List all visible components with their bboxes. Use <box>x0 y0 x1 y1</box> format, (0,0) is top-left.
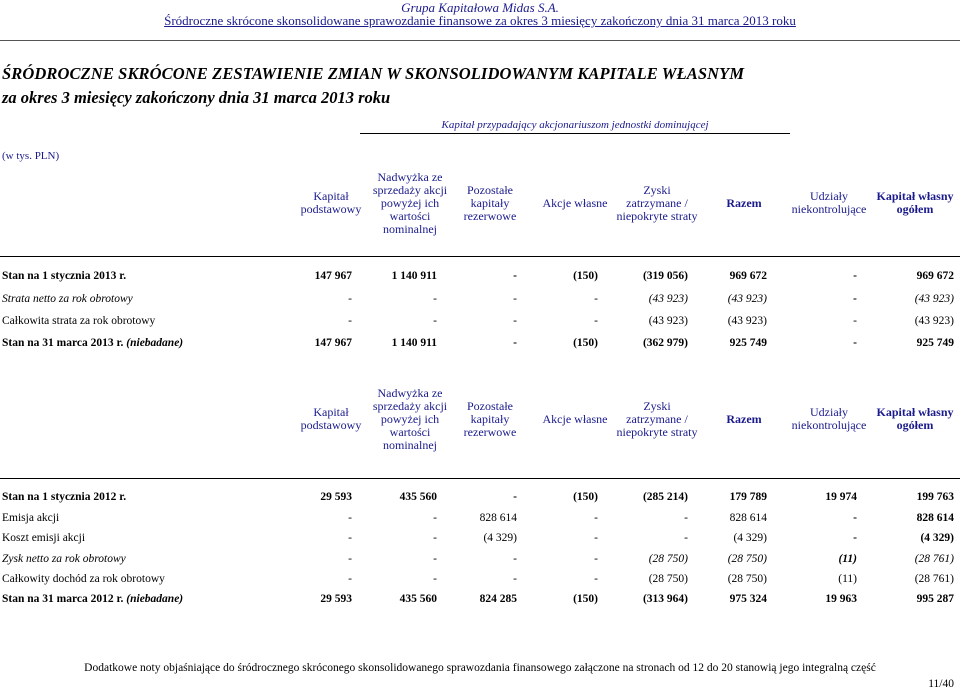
table-row <box>0 532 960 548</box>
report-subtitle: Śródroczne skrócone skonsolidowane sprawozdanie finansowe za okres 3 miesięcy zakończony dnia 31 marca 2013 roku <box>164 13 796 28</box>
column-header-2012-4: Akcje własne <box>542 411 608 426</box>
cell-2013-c6: (43 923) <box>727 315 767 327</box>
cell-2012-c4: (150) <box>573 593 598 605</box>
statement-title: ŚRÓDROCZNE SKRÓCONE ZESTAWIENIE ZMIAN W SKONSOLIDOWANYM KAPITALE WŁASNYM <box>2 64 745 83</box>
column-header-2013-4: Akcje własne <box>542 195 608 210</box>
cell-2012-c3: - <box>513 553 517 565</box>
cell-2012-c3: - <box>513 491 517 503</box>
cell-2012-c3: (4 329) <box>483 532 517 544</box>
table-row <box>0 593 960 609</box>
footer-note: Dodatkowe noty objaśniające do śródrocznego skróconego skonsolidowanego sprawozdania finansowego załączone na stronach od 12 do 20 stanowią jego integralną część <box>84 662 876 674</box>
page-number: 11/40 <box>928 678 954 690</box>
cell-2013-c3: - <box>513 315 517 327</box>
cell-2013-c1: 147 967 <box>314 337 352 349</box>
table-row <box>0 512 960 528</box>
row-label: Całkowity dochód za rok obrotowy <box>2 573 165 585</box>
cell-2013-c3: - <box>513 293 517 305</box>
cell-2013-c6: (43 923) <box>727 293 767 305</box>
cell-2013-c6: 969 672 <box>729 270 767 282</box>
cell-2012-c2: - <box>433 553 437 565</box>
cell-2012-c1: - <box>348 532 352 544</box>
row-label: Stan na 31 marca 2013 r. (niebadane) <box>2 337 184 349</box>
cell-2012-c5: (28 750) <box>648 573 688 585</box>
cell-2012-c8: (28 761) <box>914 573 954 585</box>
cell-2012-c2: - <box>433 532 437 544</box>
column-header-2013-2: Nadwyżka ze sprzedaży akcji powyżej ich wartości nominalnej <box>372 169 448 236</box>
cell-2013-c8: 969 672 <box>916 270 954 282</box>
cell-2012-c4: - <box>594 532 598 544</box>
cell-2012-c7: - <box>853 532 857 544</box>
unaudited-tag: (niebadane) <box>126 337 184 349</box>
cell-2013-c5: (362 979) <box>642 337 688 349</box>
header-divider <box>0 40 960 41</box>
row-label: Zysk netto za rok obrotowy <box>2 553 126 565</box>
cell-2013-c7: - <box>853 315 857 327</box>
column-header-2013-1: Kapitał podstawowy <box>300 189 362 216</box>
cell-2013-c3: - <box>513 337 517 349</box>
cell-2012-c5: (285 214) <box>642 491 688 503</box>
column-header-2013-7: Udziały niekontrolujące <box>791 189 867 216</box>
cell-2012-c3: - <box>513 573 517 585</box>
cell-2012-c2: 435 560 <box>399 491 437 503</box>
cell-2012-c4: - <box>594 573 598 585</box>
cell-2012-c8: (28 761) <box>914 553 954 565</box>
cell-2012-c5: (313 964) <box>642 593 688 605</box>
row-label: Emisja akcji <box>2 512 60 524</box>
cell-2012-c8: 995 287 <box>916 593 954 605</box>
cell-2013-c8: 925 749 <box>916 337 954 349</box>
cell-2013-c5: (43 923) <box>648 315 688 327</box>
cell-2012-c3: 824 285 <box>479 593 517 605</box>
cell-2012-c7: (11) <box>838 573 857 585</box>
column-header-2012-8: Kapitał własny ogółem <box>876 405 954 432</box>
cell-2013-c4: - <box>594 293 598 305</box>
column-header-2012-7: Udziały niekontrolujące <box>791 405 867 432</box>
cell-2012-c2: 435 560 <box>399 593 437 605</box>
table-row <box>0 337 960 353</box>
row-label: Stan na 31 marca 2012 r. (niebadane) <box>2 593 184 605</box>
cell-2012-c7: (11) <box>838 553 857 565</box>
cell-2012-c4: - <box>594 553 598 565</box>
cell-2012-c8: 828 614 <box>916 512 954 524</box>
table-row <box>0 573 960 589</box>
row-label: Stan na 1 stycznia 2013 r. <box>2 270 127 282</box>
column-header-2012-3: Pozostałe kapitały rezerwowe <box>463 398 517 439</box>
company-name: Grupa Kapitałowa Midas S.A. <box>401 0 559 15</box>
cell-2012-c7: 19 974 <box>825 491 857 503</box>
cell-2013-c3: - <box>513 270 517 282</box>
cell-2012-c6: 179 789 <box>729 491 767 503</box>
row-label: Strata netto za rok obrotowy <box>2 293 133 305</box>
cell-2012-c5: (28 750) <box>648 553 688 565</box>
cell-2013-c4: (150) <box>573 337 598 349</box>
column-header-2012-2: Nadwyżka ze sprzedaży akcji powyżej ich wartości nominalnej <box>372 385 448 452</box>
cell-2012-c2: - <box>433 573 437 585</box>
cell-2012-c8: 199 763 <box>916 491 954 503</box>
cell-2012-c6: 828 614 <box>729 512 767 524</box>
header-rule-2012 <box>0 478 960 479</box>
cell-2012-c7: - <box>853 512 857 524</box>
cell-2013-c6: 925 749 <box>729 337 767 349</box>
cell-2013-c2: 1 140 911 <box>391 270 437 282</box>
cell-2012-c5: - <box>684 532 688 544</box>
column-header-2012-6: Razem <box>726 411 762 426</box>
cell-2013-c7: - <box>853 337 857 349</box>
table-row <box>0 491 960 507</box>
cell-2013-c8: (43 923) <box>914 293 954 305</box>
column-header-2013-3: Pozostałe kapitały rezerwowe <box>463 182 517 223</box>
cell-2013-c1: - <box>348 315 352 327</box>
cell-2013-c7: - <box>853 270 857 282</box>
header-rule-2013 <box>0 256 960 257</box>
cell-2012-c1: 29 593 <box>320 491 352 503</box>
cell-2013-c5: (319 056) <box>642 270 688 282</box>
column-header-2012-5: Zyski zatrzymane / niepokryte straty <box>616 398 698 439</box>
cell-2012-c1: - <box>348 573 352 585</box>
cell-2013-c4: - <box>594 315 598 327</box>
column-header-2012-1: Kapitał podstawowy <box>300 405 362 432</box>
column-header-2013-8: Kapitał własny ogółem <box>876 189 954 216</box>
cell-2012-c3: 828 614 <box>479 512 517 524</box>
parent-equity-attribution: Kapitał przypadający akcjonariuszom jednostki dominującej <box>360 119 790 134</box>
column-header-2013-6: Razem <box>726 195 762 210</box>
row-label: Stan na 1 stycznia 2012 r. <box>2 491 127 503</box>
cell-2013-c8: (43 923) <box>914 315 954 327</box>
table-row <box>0 315 960 331</box>
row-label: Koszt emisji akcji <box>2 532 86 544</box>
cell-2012-c2: - <box>433 512 437 524</box>
cell-2012-c6: (28 750) <box>727 553 767 565</box>
table-row <box>0 270 960 286</box>
cell-2012-c6: 975 324 <box>729 593 767 605</box>
cell-2013-c2: - <box>433 315 437 327</box>
unaudited-tag: (niebadane) <box>126 593 184 605</box>
cell-2013-c4: (150) <box>573 270 598 282</box>
cell-2012-c8: (4 329) <box>920 532 954 544</box>
cell-2013-c5: (43 923) <box>648 293 688 305</box>
cell-2012-c4: (150) <box>573 491 598 503</box>
cell-2012-c1: 29 593 <box>320 593 352 605</box>
table-row <box>0 293 960 309</box>
table-row <box>0 553 960 569</box>
unit-label: (w tys. PLN) <box>2 150 60 162</box>
cell-2012-c5: - <box>684 512 688 524</box>
cell-2013-c1: - <box>348 293 352 305</box>
statement-period: za okres 3 miesięcy zakończony dnia 31 marca 2013 roku <box>2 88 391 107</box>
cell-2013-c2: - <box>433 293 437 305</box>
cell-2012-c4: - <box>594 512 598 524</box>
cell-2013-c7: - <box>853 293 857 305</box>
cell-2012-c1: - <box>348 553 352 565</box>
row-label: Całkowita strata za rok obrotowy <box>2 315 156 327</box>
cell-2012-c7: 19 963 <box>825 593 857 605</box>
cell-2013-c1: 147 967 <box>314 270 352 282</box>
cell-2013-c2: 1 140 911 <box>391 337 437 349</box>
column-header-2013-5: Zyski zatrzymane / niepokryte straty <box>616 182 698 223</box>
cell-2012-c1: - <box>348 512 352 524</box>
cell-2012-c6: (28 750) <box>727 573 767 585</box>
cell-2012-c6: (4 329) <box>733 532 767 544</box>
